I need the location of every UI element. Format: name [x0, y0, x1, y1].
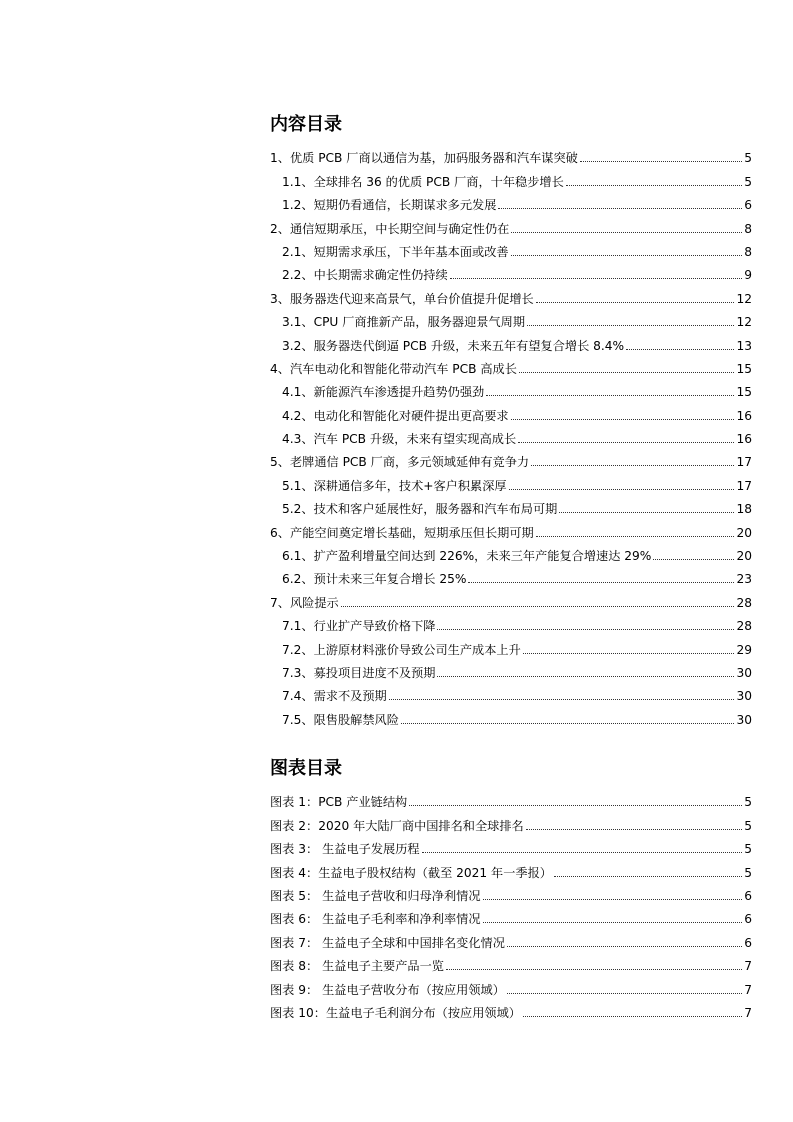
figure-entry-label: 图表 10：生益电子毛利润分布（按应用领域）: [270, 1005, 521, 1020]
toc-entry-page-number: 20: [736, 525, 752, 540]
toc-entry-label: 4.3、汽车 PCB 升级，未来有望实现高成长: [282, 432, 517, 447]
figure-entry[interactable]: [270, 857, 752, 880]
figure-entry-page-number: 5: [744, 795, 752, 810]
toc-entry-page-number: 12: [736, 291, 752, 306]
dot-leader: [409, 805, 742, 806]
figure-entry[interactable]: [270, 998, 752, 1021]
toc-entry-label: 7.1、行业扩产导致价格下降: [282, 619, 436, 634]
toc-entry-label: 6.1、扩产盈利增量空间达到 226%，未来三年产能复合增速达 29%: [282, 549, 652, 564]
dot-leader: [653, 559, 734, 560]
figure-list: [270, 787, 752, 1021]
dot-leader: [523, 653, 735, 654]
toc-entry-page-number: 23: [736, 572, 752, 587]
toc-entry-level-2[interactable]: [270, 658, 752, 681]
toc-entry-label: 3.1、CPU 厂商推新产品，服务器迎景气周期: [282, 315, 526, 330]
toc-entry-level-1[interactable]: [270, 517, 752, 540]
dot-leader: [468, 582, 734, 583]
toc-entry-label: 1.2、短期仍看通信，长期谋求多元发展: [282, 198, 497, 213]
toc-entry-page-number: 17: [736, 455, 752, 470]
dot-leader: [483, 922, 743, 923]
dot-leader: [507, 946, 742, 947]
toc-entry-level-2[interactable]: [270, 400, 752, 423]
dot-leader: [518, 442, 734, 443]
toc-entry-label: 5.1、深耕通信多年，技术+客户积累深厚: [282, 478, 507, 493]
figure-entry[interactable]: [270, 951, 752, 974]
toc-entry-level-2[interactable]: [270, 190, 752, 213]
dot-leader: [519, 372, 735, 373]
dot-leader: [559, 512, 734, 513]
toc-entry-label: 4.1、新能源汽车渗透提升趋势仍强劲: [282, 385, 485, 400]
toc-entry-label: 4、汽车电动化和智能化带动汽车 PCB 高成长: [270, 361, 517, 376]
toc-entry-level-1[interactable]: [270, 447, 752, 470]
figure-entry-label: 图表 4：生益电子股权结构（截至 2021 年一季报）: [270, 865, 552, 880]
dot-leader: [437, 629, 734, 630]
toc-list: [270, 143, 752, 728]
toc-entry-page-number: 6: [744, 198, 752, 213]
figure-entry[interactable]: [270, 927, 752, 950]
toc-entry-page-number: 18: [736, 502, 752, 517]
toc-entry-level-2[interactable]: [270, 237, 752, 260]
toc-entry-label: 1.1、全球排名 36 的优质 PCB 厂商，十年稳步增长: [282, 174, 564, 189]
dot-leader: [511, 232, 742, 233]
figure-list-heading: 图表目录: [270, 758, 342, 779]
dot-leader: [527, 325, 734, 326]
toc-entry-level-1[interactable]: [270, 283, 752, 306]
figure-entry-page-number: 7: [744, 1005, 752, 1020]
toc-entry-level-2[interactable]: [270, 634, 752, 657]
toc-entry-page-number: 13: [736, 338, 752, 353]
figure-entry-label: 图表 1：PCB 产业链结构: [270, 795, 408, 810]
figure-entry[interactable]: [270, 904, 752, 927]
dot-leader: [450, 278, 743, 279]
toc-entry-label: 1、优质 PCB 厂商以通信为基，加码服务器和汽车谋突破: [270, 151, 578, 166]
toc-entry-page-number: 15: [736, 361, 752, 376]
figure-entry-page-number: 5: [744, 865, 752, 880]
toc-entry-level-2[interactable]: [270, 377, 752, 400]
toc-entry-page-number: 30: [736, 665, 752, 680]
toc-entry-label: 3.2、服务器迭代倒逼 PCB 升级，未来五年有望复合增长 8.4%: [282, 338, 625, 353]
toc-entry-label: 6.2、预计未来三年复合增长 25%: [282, 572, 467, 587]
toc-entry-level-2[interactable]: [270, 470, 752, 493]
toc-entry-label: 7.3、募投项目进度不及预期: [282, 665, 436, 680]
toc-entry-level-1[interactable]: [270, 587, 752, 610]
toc-entry-level-2[interactable]: [270, 564, 752, 587]
dot-leader: [566, 185, 742, 186]
toc-entry-page-number: 5: [744, 151, 752, 166]
figure-entry[interactable]: [270, 974, 752, 997]
figure-entry-label: 图表 2：2020 年大陆厂商中国排名和全球排名: [270, 818, 524, 833]
figure-entry[interactable]: [270, 810, 752, 833]
figure-entry-page-number: 6: [744, 888, 752, 903]
dot-leader: [483, 899, 743, 900]
dot-leader: [486, 395, 734, 396]
dot-leader: [341, 606, 735, 607]
toc-entry-label: 7、风险提示: [270, 595, 339, 610]
dot-leader: [401, 723, 735, 724]
toc-entry-level-2[interactable]: [270, 541, 752, 564]
dot-leader: [422, 852, 743, 853]
toc-entry-page-number: 15: [736, 385, 752, 400]
dot-leader: [511, 419, 735, 420]
toc-entry-label: 7.5、限售股解禁风险: [282, 712, 399, 727]
figure-entry-label: 图表 5： 生益电子营收和归母净利情况: [270, 888, 481, 903]
figure-entry[interactable]: [270, 834, 752, 857]
toc-entry-page-number: 8: [744, 221, 752, 236]
figure-entry-page-number: 6: [744, 912, 752, 927]
toc-entry-label: 5、老牌通信 PCB 厂商，多元领域延伸有竞争力: [270, 455, 530, 470]
figure-entry[interactable]: [270, 881, 752, 904]
toc-entry-page-number: 20: [736, 549, 752, 564]
toc-entry-label: 3、服务器迭代迎来高景气，单台价值提升促增长: [270, 291, 534, 306]
toc-entry-page-number: 29: [736, 642, 752, 657]
figure-entry-page-number: 7: [744, 959, 752, 974]
dot-leader: [580, 161, 742, 162]
toc-entry-level-2[interactable]: [270, 260, 752, 283]
toc-entry-level-1[interactable]: [270, 354, 752, 377]
dot-leader: [446, 969, 742, 970]
toc-entry-label: 2、通信短期承压，中长期空间与确定性仍在: [270, 221, 510, 236]
figure-entry-page-number: 5: [744, 818, 752, 833]
dot-leader: [507, 993, 742, 994]
dot-leader: [554, 876, 742, 877]
toc-entry-label: 7.2、上游原材料涨价导致公司生产成本上升: [282, 642, 521, 657]
toc-entry-label: 4.2、电动化和智能化对硬件提出更高要求: [282, 408, 509, 423]
toc-entry-page-number: 17: [736, 478, 752, 493]
toc-entry-label: 5.2、技术和客户延展性好，服务器和汽车布局可期: [282, 502, 558, 517]
toc-entry-label: 2.2、中长期需求确定性仍持续: [282, 268, 448, 283]
figure-entry-label: 图表 9： 生益电子营收分布（按应用领域）: [270, 982, 505, 997]
figure-entry-page-number: 5: [744, 842, 752, 857]
figure-entry-label: 图表 7： 生益电子全球和中国排名变化情况: [270, 935, 505, 950]
toc-entry-level-2[interactable]: [270, 166, 752, 189]
toc-entry-level-2[interactable]: [270, 330, 752, 353]
toc-entry-page-number: 5: [744, 174, 752, 189]
toc-entry-page-number: 16: [736, 432, 752, 447]
toc-entry-level-1[interactable]: [270, 213, 752, 236]
toc-entry-page-number: 28: [736, 619, 752, 634]
dot-leader: [526, 829, 743, 830]
dot-leader: [536, 302, 735, 303]
toc-entry-level-2[interactable]: [270, 704, 752, 727]
toc-entry-level-2[interactable]: [270, 681, 752, 704]
toc-entry-level-2[interactable]: [270, 611, 752, 634]
toc-entry-label: 2.1、短期需求承压，下半年基本面或改善: [282, 244, 509, 259]
toc-entry-page-number: 16: [736, 408, 752, 423]
toc-entry-level-2[interactable]: [270, 424, 752, 447]
dot-leader: [531, 465, 734, 466]
toc-entry-level-2[interactable]: [270, 494, 752, 517]
dot-leader: [536, 536, 735, 537]
dot-leader: [509, 489, 735, 490]
toc-entry-page-number: 9: [744, 268, 752, 283]
figure-entry-page-number: 6: [744, 935, 752, 950]
dot-leader: [437, 676, 734, 677]
dot-leader: [389, 699, 735, 700]
dot-leader: [626, 349, 734, 350]
toc-entry-page-number: 30: [736, 712, 752, 727]
toc-heading: 内容目录: [270, 114, 342, 135]
toc-entry-level-1[interactable]: [270, 143, 752, 166]
figure-entry-label: 图表 6： 生益电子毛利率和净利率情况: [270, 912, 481, 927]
figure-entry[interactable]: [270, 787, 752, 810]
figure-entry-label: 图表 3： 生益电子发展历程: [270, 842, 420, 857]
toc-entry-label: 7.4、需求不及预期: [282, 689, 387, 704]
toc-entry-page-number: 30: [736, 689, 752, 704]
toc-entry-level-2[interactable]: [270, 307, 752, 330]
figure-entry-page-number: 7: [744, 982, 752, 997]
toc-entry-page-number: 28: [736, 595, 752, 610]
toc-entry-page-number: 12: [736, 315, 752, 330]
figure-entry-label: 图表 8： 生益电子主要产品一览: [270, 959, 444, 974]
dot-leader: [523, 1016, 742, 1017]
toc-entry-label: 6、产能空间奠定增长基础，短期承压但长期可期: [270, 525, 534, 540]
dot-leader: [511, 255, 743, 256]
toc-entry-page-number: 8: [744, 244, 752, 259]
dot-leader: [498, 208, 742, 209]
